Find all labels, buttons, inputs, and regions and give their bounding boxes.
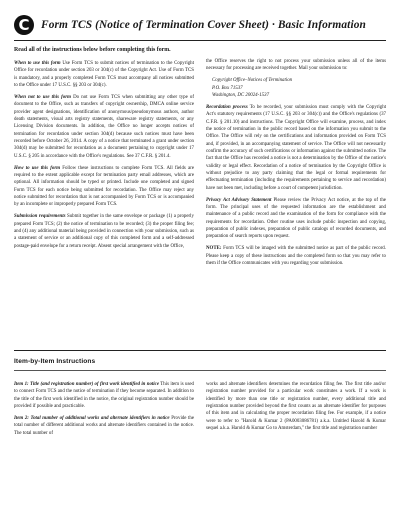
instructions-right-column [206,58,386,267]
section-divider [14,350,386,351]
paragraph-when-to-use: When to use this form Use Form TCS to submit notices of termination to the Copyright Office for recordation under section 203 or 304(c) of the Copyright Act. Use of Form TCS is mandatory, and a properly completed Form TCS must accompany all notices submitted to the Office under 17 U.S.C. §§ 203 or 304(c). [14,61,194,89]
paragraph-privacy-act: Privacy Act Advisory Statement Please review the Privacy Act notice, at the top of the form. The principal uses of the requested information are the establishment and maintenance of a public record and the examination of the form for compliance with the requirements for recordation. Other routine uses include public inspection and copying, preparation of public indexes, preparation of public catalogs of recorded documents, and preparation of search reports upon request. [206,197,386,240]
address-line: Washington, DC 20024-1537 [212,92,270,98]
header-rule [14,40,386,41]
paragraph-note: NOTE: Form TCS will be imaged with the submitted notice as part of the public record. Please keep a copy of these instructions and the completed form so that you may refer to them if the Office communicates with you regarding your submission. [206,246,386,266]
paragraph-item-1: Item 1: Title (and registration number) of first work identified in notice This item is used to connect Form TCS and the notice of termination if they become separated. In addition to the title of the first work identified in the notice, the original registration number should be provided if possible and practicable. [14,382,194,410]
address-line: P.O. Box 71537 [212,85,243,91]
instructions-left-column [14,60,194,250]
paragraph-when-not-to-use: When not to use this form Do not use Form TCS when submitting any other type of document to the Office, such as transfers of copyright ownership, DMCA online service provider agent designations, identification of anonymous/pseudonymous authors, author death statements, visual arts registry statements, shareware registry statements, or any Licensing Division documents. In addition, the Office no longer accepts notices of termination for recordation under section 304(d) because such notices must have been recorded before October 26, 2014. A copy of a notice that terminated a grant under section 304(d) may be submitted for recordation as a document pertaining to copyright under 17 U.S.C. § 205 in accordance with the Office's regulations. See 37 C.F.R. § 201.4. [14,94,194,159]
form-header [14,14,386,36]
item-instructions-right-column [206,381,386,432]
intro-instruction: Read all of the instructions below before completing this form. [14,47,171,53]
copyright-logo-icon: C [14,15,34,35]
paragraph-recordation-process: Recordation process To be recorded, your submission must comply with the Copyright Act's statutory requirements (17 U.S.C. §§ 203 or 304(c)) and the Office's regulations (37 C.F.R. § 201.10) and instructions. The Copyright Office will examine, process, and index the notice of termination in the public record based on the information you submit to the Office. The Office will rely on the certifications and information provided on Form TCS and, if provided, in an accompanying statement of service. The Office will not necessarily confirm the accuracy of such certifications or information against the submitted notice. The fact that the Office has recorded a notice is not a determination by the Office of the notice's validity or legal effect. Recordation of a notice of termination by the Copyright Office is without prejudice to any party claiming that the legal or formal requirements for effectuating termination (including the requirements pertaining to service and recordation) have not been met, including before a court of competent jurisdiction. [206,104,387,191]
mailing-address [206,77,386,99]
paragraph-item-2-continued: works and alternate identifiers determines the recordation filing fee. The first title and/or registration number provided for a particular work constitutes a work. If a work is identified by more than one title or registration number, every additional title and registration number provided beyond the first counts as an alternate identifier for purposes of this item and in calculating the proper recordation filing fee. For example, if a notice were to refer to "Harold & Kumar 2 (PA0003086781) a.k.a. Untitled Harold & Kumar sequel a.k.a. Harold & Kumar Go to Amsterdam," the first title and registration number [206,382,386,432]
paragraph-submission-requirements: Submission requirements Submit together in the same envelope or package (1) a properly prepared Form TCS; (2) the notice of termination to be recorded; (3) the proper filing fee; and (4) any additional material being provided in connection with your submission, such as a statement of service or an additional copy of this completed form and a self-addressed postage-paid envelope for a return receipt. Absent special arrangement with the Office, [14,214,194,249]
paragraph-continuation: the Office reserves the right to not process your submission unless all of the items necessary for processing are received together. Mail your submission to: [206,59,386,72]
section-title: Item-by-Item Instructions [14,358,96,365]
item-instructions-left-column [14,381,194,437]
address-line: Copyright Office–Notices of Termination [212,78,293,84]
section-title-rule [14,370,386,371]
paragraph-item-2: Item 2: Total number of additional works and alternate identifiers in notice Provide the total number of different additional works and alternate identifiers contained in the notice. The total number of [14,415,195,436]
paragraph-how-to-use: How to use this form Follow these instructions to complete Form TCS. All fields are required to the extent applicable except for termination party email addresses, which are optional. All information should be typed or printed. Include one completed and signed Form TCS for each notice being submitted for recordation. The Office may reject any notice submitted for recordation that is not accompanied by Form TCS or is accompanied by an incomplete or improperly prepared Form TCS. [14,165,194,208]
page-title: Form TCS (Notice of Termination Cover Sheet) · Basic Information [41,19,366,31]
